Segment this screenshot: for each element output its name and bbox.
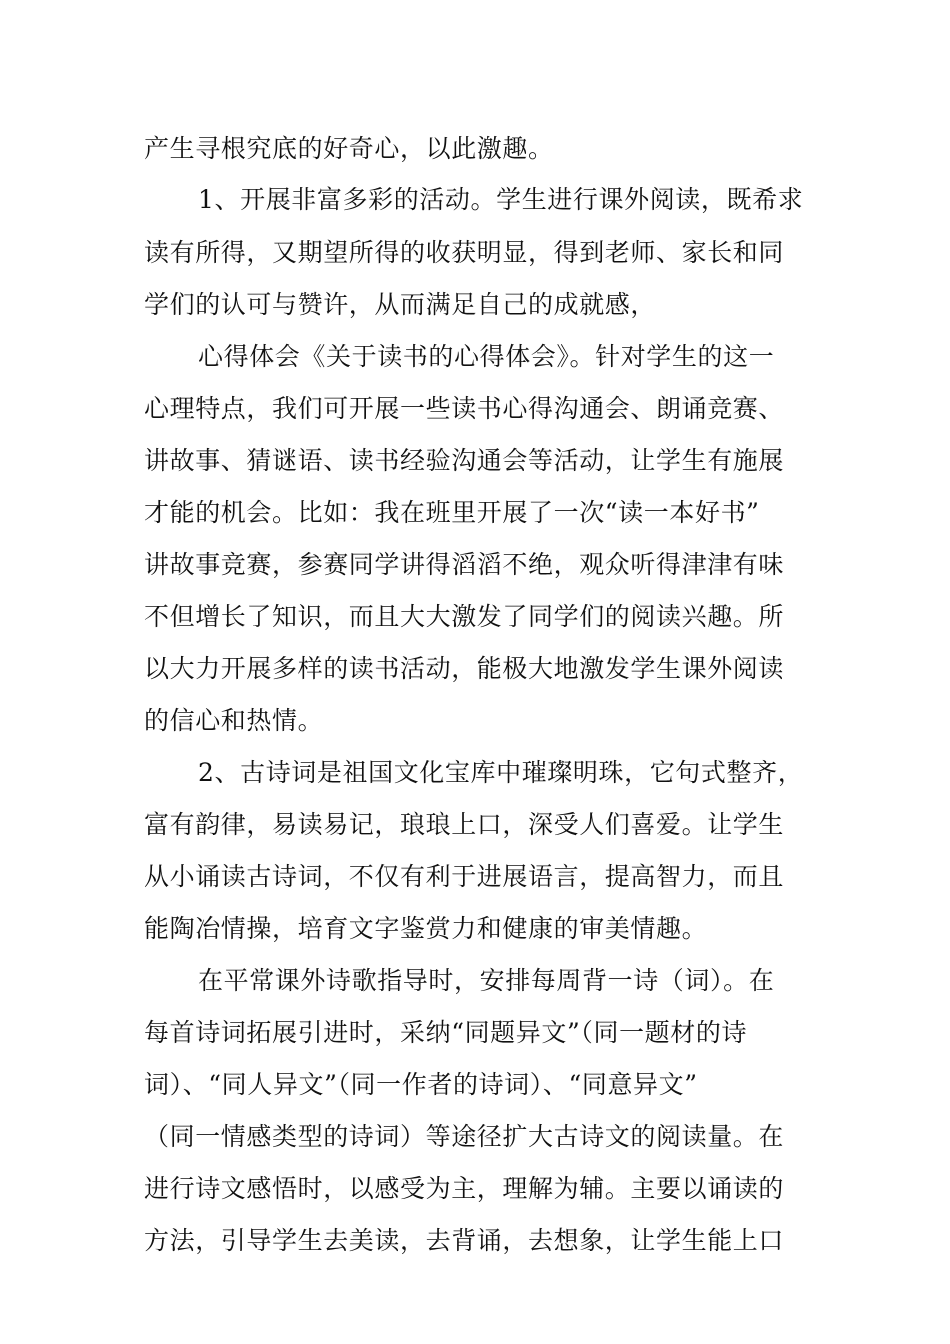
text-line: 进行诗文感悟时，以感受为主，理解为辅。主要以诵读的 bbox=[144, 1174, 785, 1203]
text-line: 心理特点，我们可开展一些读书心得沟通会、朗诵竞赛、 bbox=[144, 394, 785, 423]
text-line: 2、古诗词是祖国文化宝库中璀璨明珠，它句式整齐， bbox=[198, 758, 804, 787]
text-line: 词）、“同人异文”（同一作者的诗词）、“同意异文” bbox=[144, 1070, 698, 1099]
text-line: 富有韵律，易读易记，琅琅上口，深受人们喜爱。让学生 bbox=[144, 810, 785, 839]
text-line: 心得体会《关于读书的心得体会》。针对学生的这一 bbox=[198, 342, 775, 371]
text-line: 以大力开展多样的读书活动，能极大地激发学生课外阅读 bbox=[144, 654, 785, 683]
text-line: 讲故事、猜谜语、读书经验沟通会等活动，让学生有施展 bbox=[144, 446, 785, 475]
text-line: 方法，引导学生去美读，去背诵，去想象，让学生能上口 bbox=[144, 1226, 785, 1255]
text-line: 才能的机会。比如：我在班里开展了一次“读一本好书” bbox=[144, 498, 760, 527]
text-line: 产生寻根究底的好奇心，以此激趣。 bbox=[144, 134, 554, 163]
text-line: 读有所得，又期望所得的收获明显，得到老师、家长和同 bbox=[144, 238, 785, 267]
text-line: 能陶冶情操，培育文字鉴赏力和健康的审美情趣。 bbox=[144, 914, 708, 943]
text-line: 从小诵读古诗词，不仅有利于进展语言，提高智力，而且 bbox=[144, 862, 785, 891]
text-line: 每首诗词拓展引进时，采纳“同题异文”（同一题材的诗 bbox=[144, 1018, 748, 1047]
text-line: 讲故事竞赛，参赛同学讲得滔滔不绝，观众听得津津有味 bbox=[144, 550, 785, 579]
text-line: 学们的认可与赞许，从而满足自己的成就感， bbox=[144, 290, 657, 319]
text-line: 在平常课外诗歌指导时，安排每周背一诗（词）。在 bbox=[198, 966, 775, 995]
text-line: （同一情感类型的诗词）等途径扩大古诗文的阅读量。在 bbox=[144, 1122, 785, 1151]
text-line: 不但增长了知识，而且大大激发了同学们的阅读兴趣。所 bbox=[144, 602, 785, 631]
text-line: 的信心和热情。 bbox=[144, 706, 324, 735]
text-line: 1、开展非富多彩的活动。学生进行课外阅读，既希求 bbox=[198, 185, 804, 214]
